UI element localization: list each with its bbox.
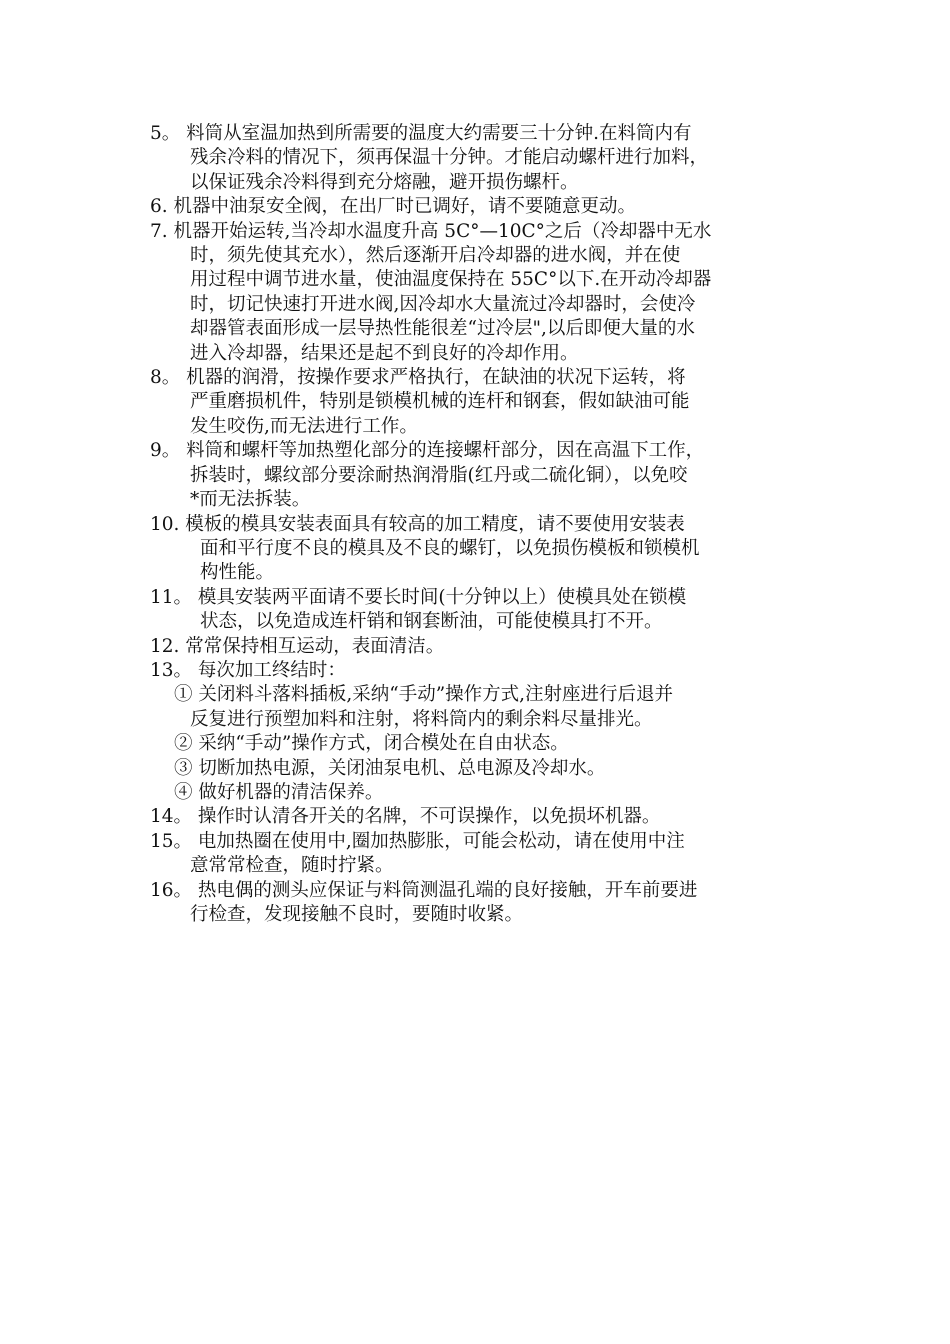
list-item-text: ① 关闭料斗落料插板,采纳“手动”操作方式,注射座进行后退并 bbox=[174, 684, 674, 706]
list-item-text: 15。 电加热圈在使用中,圈加热膨胀，可能会松动，请在使用中注 bbox=[150, 830, 685, 852]
list-item-continuation: 面和平行度不良的模具及不良的螺钉，以免损伤模板和锁模机 bbox=[200, 537, 700, 559]
list-item-continuation: 用过程中调节进水量，使油温度保持在 55C°以下.在开动冷却器 bbox=[190, 269, 712, 291]
list-item-text: ④ 做好机器的清洁保养。 bbox=[174, 781, 384, 803]
list-item-text: 14。 操作时认清各开关的名牌，不可误操作，以免损坏机器。 bbox=[150, 806, 661, 828]
list-item-continuation: 状态，以免造成连杆销和钢套断油，可能使模具打不开。 bbox=[200, 611, 663, 633]
list-item bbox=[150, 195, 830, 219]
list-item-continuation: 反复进行预塑加料和注射，将料筒内的剩余料尽量排光。 bbox=[190, 708, 653, 730]
list-item-text: 6. 机器中油泵安全阀，在出厂时已调好，请不要随意更动。 bbox=[150, 196, 637, 218]
document-body bbox=[150, 122, 830, 927]
list-item-text: 9。 料筒和螺杆等加热塑化部分的连接螺杆部分，因在高温下工作， bbox=[150, 440, 705, 462]
list-item bbox=[150, 439, 830, 512]
list-item-continuation: 残余冷料的情况下，须再保温十分钟。才能启动螺杆进行加料， bbox=[190, 147, 709, 169]
list-item-text: 13。 每次加工终结时： bbox=[150, 659, 346, 681]
list-item-text: 16。 热电偶的测头应保证与料筒测温孔端的良好接触，开车前要进 bbox=[150, 879, 698, 901]
list-item bbox=[150, 513, 830, 586]
sub-list-item bbox=[150, 757, 830, 781]
list-item-text: 10. 模板的模具安装表面具有较高的加工精度，请不要使用安装表 bbox=[150, 513, 685, 535]
list-item-text: ② 采纳“手动”操作方式，闭合模处在自由状态。 bbox=[174, 733, 569, 755]
sub-list-item bbox=[150, 732, 830, 756]
sub-list-item bbox=[150, 683, 830, 732]
list-item-text: 7. 机器开始运转,当冷却水温度升高 5C°—10C°之后（冷却器中无水 bbox=[150, 220, 712, 242]
list-item bbox=[150, 659, 830, 683]
list-item bbox=[150, 122, 830, 195]
list-item-continuation: 构性能。 bbox=[200, 562, 275, 584]
list-item-continuation: 以保证残余冷料得到充分熔融，避开损伤螺杆。 bbox=[190, 171, 579, 193]
list-item-continuation: 意常常检查，随时拧紧。 bbox=[190, 855, 394, 877]
list-item-text: ③ 切断加热电源，关闭油泵电机、总电源及冷却水。 bbox=[174, 757, 606, 779]
list-item bbox=[150, 805, 830, 829]
list-item bbox=[150, 366, 830, 439]
list-item-continuation: 发生咬伤,而无法进行工作。 bbox=[190, 415, 418, 437]
list-item-text: 8。 机器的润滑，按操作要求严格执行，在缺油的状况下运转，将 bbox=[150, 367, 686, 389]
list-item-continuation: 拆装时，螺纹部分要涂耐热润滑脂(红丹或二硫化铜），以免咬 bbox=[190, 464, 688, 486]
list-item-continuation: 进入冷却器，结果还是起不到良好的冷却作用。 bbox=[190, 342, 579, 364]
list-item-continuation: 严重磨损机件，特别是锁模机械的连杆和钢套，假如缺油可能 bbox=[190, 391, 690, 413]
list-item-continuation: 时，切记快速打开进水阀,因冷却水大量流过冷却器时，会使冷 bbox=[190, 293, 696, 315]
list-item-text: 5。 料筒从室温加热到所需要的温度大约需要三十分钟.在料筒内有 bbox=[150, 123, 692, 144]
list-item bbox=[150, 879, 830, 928]
list-item bbox=[150, 635, 830, 659]
list-item-continuation: 行检查，发现接触不良时，要随时收紧。 bbox=[190, 904, 524, 925]
list-item-text: 11。 模具安装两平面请不要长时间(十分钟以上）使模具处在锁模 bbox=[150, 586, 687, 608]
list-item bbox=[150, 586, 830, 635]
list-item-continuation: 时，须先使其充水），然后逐渐开启冷却器的进水阀，并在使 bbox=[190, 245, 681, 267]
list-item-continuation: 却器管表面形成一层导热性能很差“过冷层",以后即便大量的水 bbox=[190, 318, 695, 340]
sub-list-item bbox=[150, 781, 830, 805]
list-item bbox=[150, 830, 830, 879]
list-item-continuation: *而无法拆装。 bbox=[190, 489, 311, 511]
list-item bbox=[150, 220, 830, 366]
list-item-text: 12. 常常保持相互运动，表面清洁。 bbox=[150, 635, 445, 657]
